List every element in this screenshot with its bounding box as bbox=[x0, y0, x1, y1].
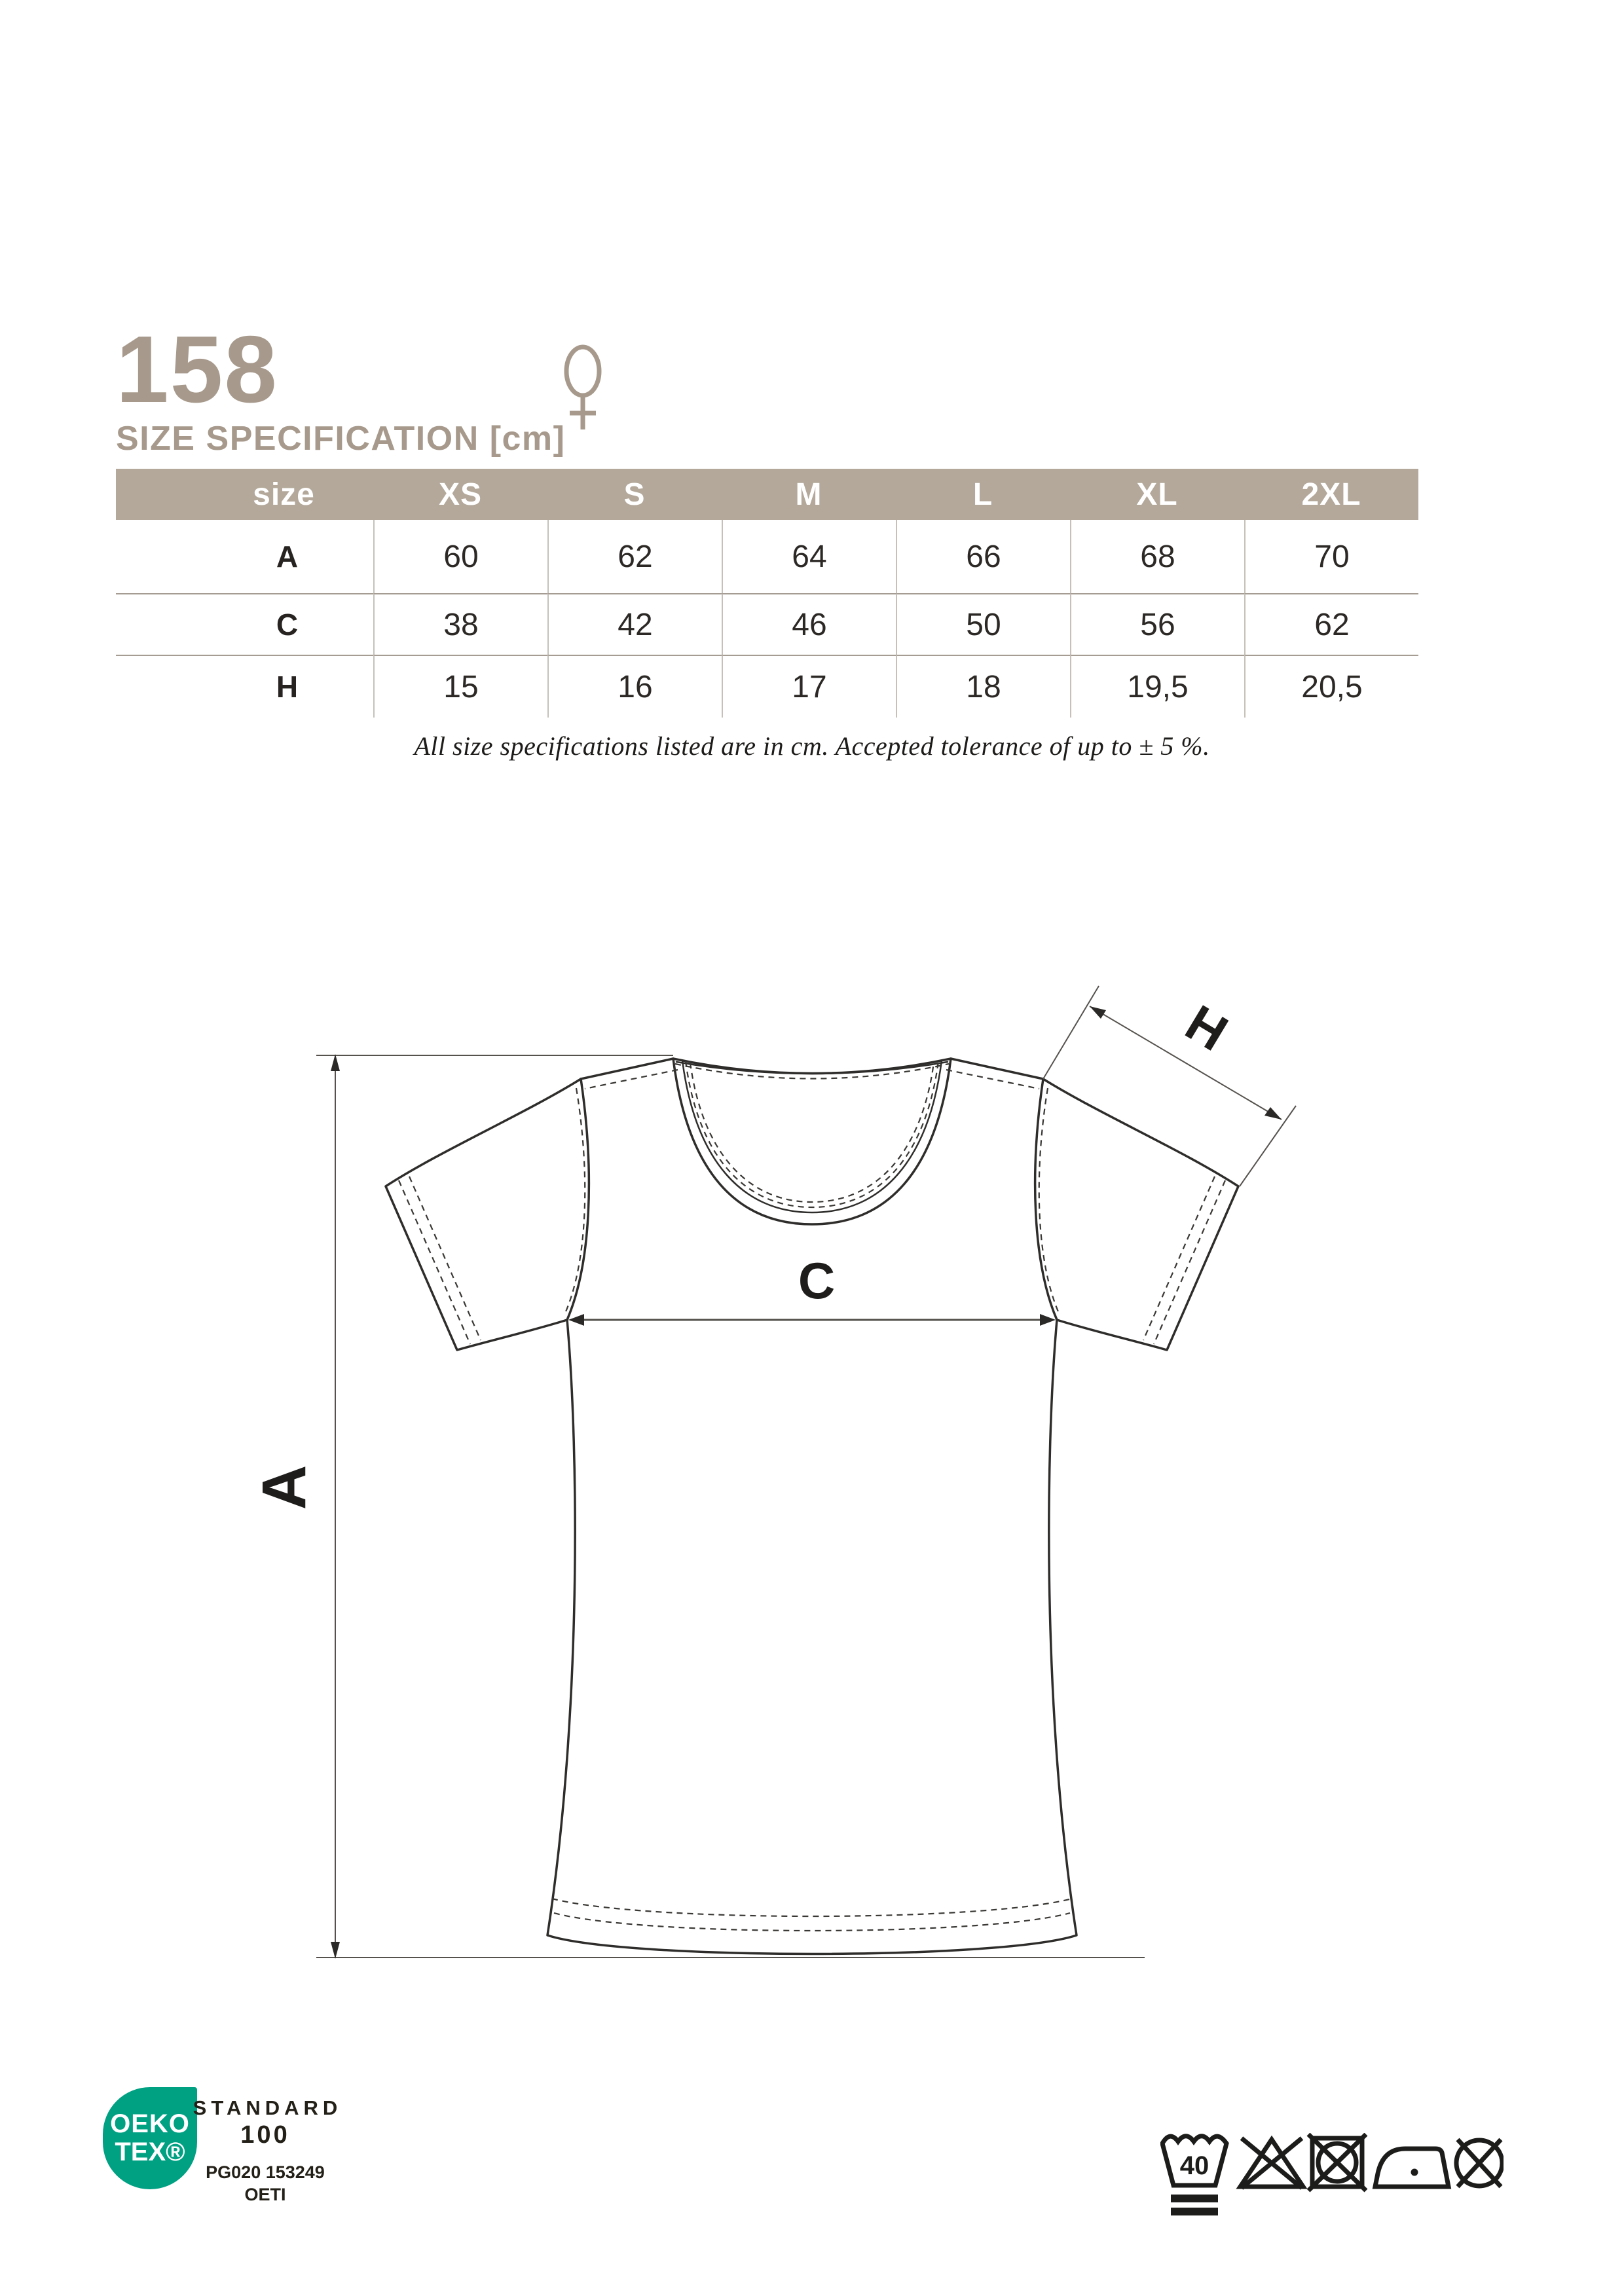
standard-number: 100 bbox=[240, 2121, 290, 2149]
cell-A-M: 64 bbox=[722, 520, 896, 593]
do-not-bleach-icon bbox=[1240, 2138, 1303, 2188]
cell-H-2XL: 20,5 bbox=[1244, 655, 1418, 718]
row-label-A: A bbox=[276, 539, 299, 574]
cell-A-XL: 68 bbox=[1070, 520, 1244, 593]
section-title: SIZE SPECIFICATION [cm] bbox=[116, 420, 566, 458]
cell-A-S: 62 bbox=[547, 520, 722, 593]
cell-H-M: 17 bbox=[722, 655, 896, 718]
table-header-XS: XS bbox=[373, 469, 547, 520]
cell-A-2XL: 70 bbox=[1244, 520, 1418, 593]
table-header-size: size bbox=[116, 469, 373, 520]
iron-low-heat-icon bbox=[1375, 2149, 1449, 2187]
cell-C-XL: 56 bbox=[1070, 593, 1244, 655]
table-header-M: M bbox=[722, 469, 896, 520]
row-label-H: H bbox=[116, 655, 373, 718]
product-number: 158 bbox=[116, 316, 278, 422]
wash-temperature: 40 bbox=[1179, 2151, 1209, 2180]
tshirt-outline bbox=[386, 1059, 1238, 1954]
cell-C-L: 50 bbox=[896, 593, 1070, 655]
wash-40-very-mild-icon bbox=[1162, 2136, 1227, 2215]
cell-H-XL: 19,5 bbox=[1070, 655, 1244, 718]
cell-C-XS: 38 bbox=[373, 593, 547, 655]
cell-A-XS: 60 bbox=[373, 520, 547, 593]
cell-A-L: 66 bbox=[896, 520, 1070, 593]
do-not-tumble-dry-icon bbox=[1308, 2134, 1366, 2191]
dim-label-h: H bbox=[1176, 993, 1238, 1063]
cell-H-S: 16 bbox=[547, 655, 722, 718]
standard-word: STANDARD bbox=[193, 2096, 342, 2119]
cell-C-S: 42 bbox=[547, 593, 722, 655]
cell-H-L: 18 bbox=[896, 655, 1070, 718]
cell-C-2XL: 62 bbox=[1244, 593, 1418, 655]
certifying-institute: OETI bbox=[244, 2185, 286, 2204]
certificate-number: PG020 153249 bbox=[206, 2162, 325, 2182]
care-symbols bbox=[1160, 2133, 1504, 2221]
table-header-2XL: 2XL bbox=[1244, 469, 1418, 520]
oeko-logo-line2: TEX® bbox=[115, 2138, 185, 2166]
oeko-logo-line1: OEKO bbox=[110, 2109, 190, 2138]
cell-C-M: 46 bbox=[722, 593, 896, 655]
table-header-L: L bbox=[896, 469, 1070, 520]
table-header-XL: XL bbox=[1070, 469, 1244, 520]
cell-H-XS: 15 bbox=[373, 655, 547, 718]
tolerance-note: All size specifications listed are in cm. Accepted tolerance of up to ± 5 %. bbox=[414, 731, 1210, 761]
do-not-dry-clean-icon bbox=[1456, 2140, 1502, 2187]
row-label-C: C bbox=[116, 593, 373, 655]
oeko-tex-certification bbox=[183, 2096, 347, 2205]
table-header-S: S bbox=[547, 469, 722, 520]
dim-label-c: C bbox=[798, 1252, 836, 1309]
dim-label-a: A bbox=[249, 1465, 319, 1510]
